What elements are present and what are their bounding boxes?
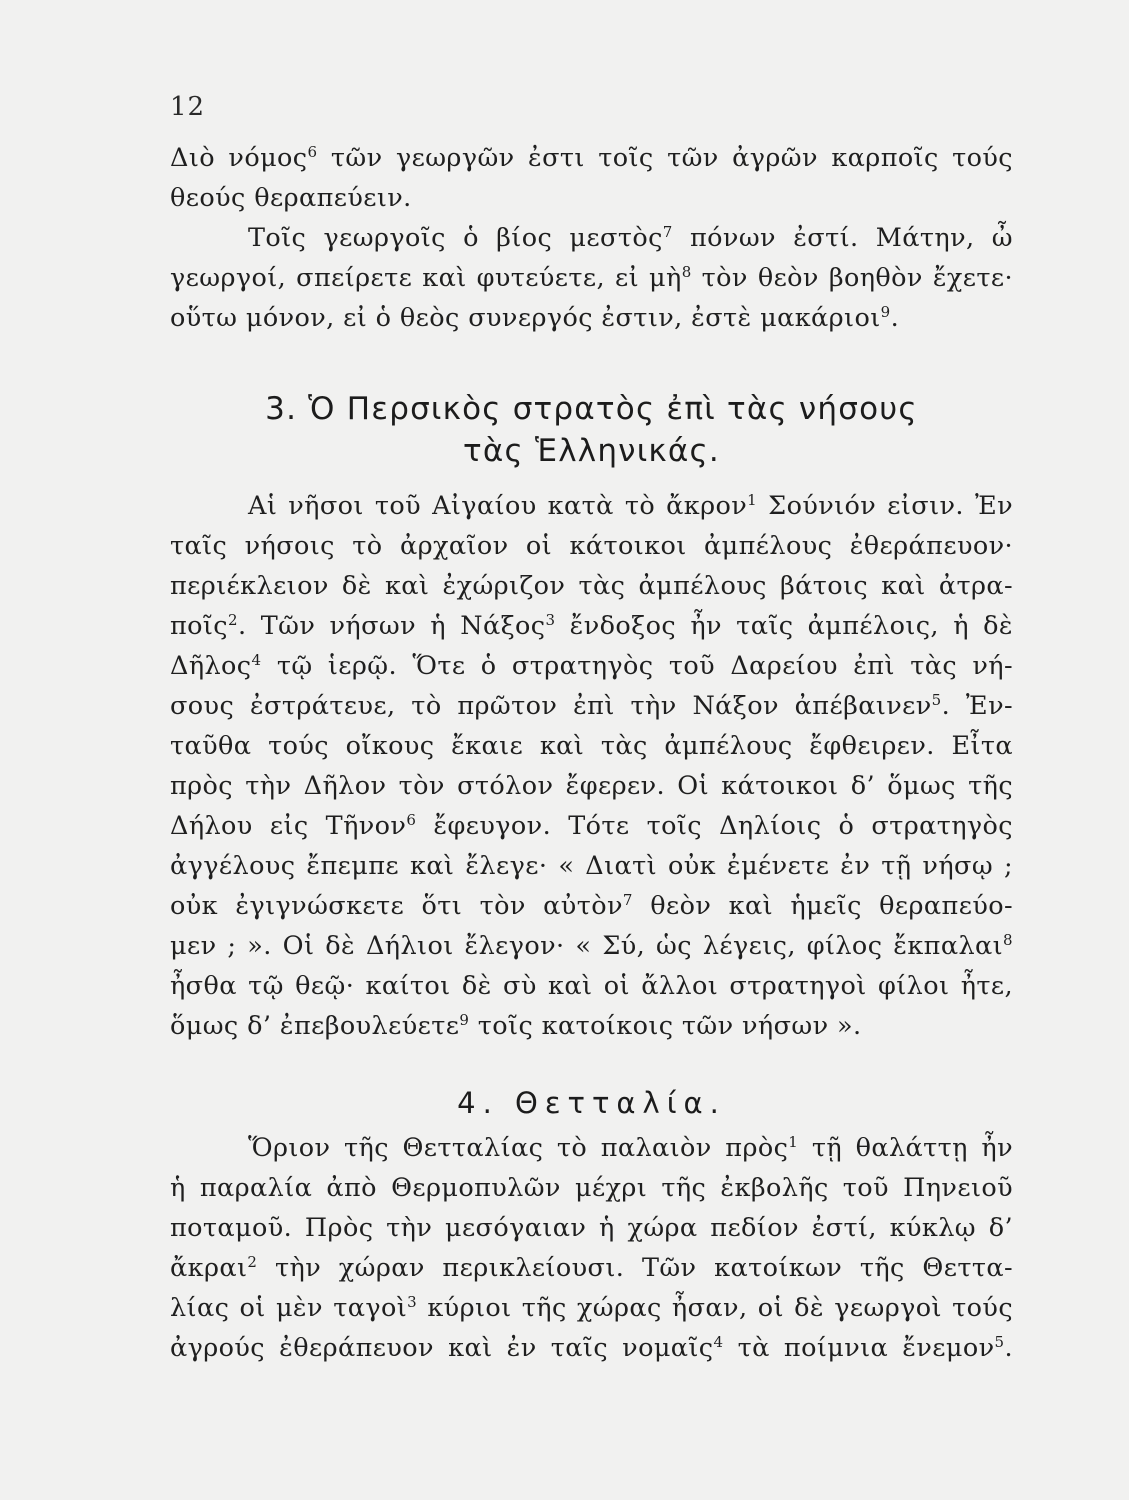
footnote-ref: 2 xyxy=(228,611,238,629)
footnote-ref: 7 xyxy=(662,223,673,241)
text-line: ἀγρούς ἐθεράπευον καὶ ἐν ταῖς νομαῖς$^4$ τὰ ποίμνια ἔνεμον$^5$. xyxy=(170,1333,1013,1363)
page-number: 12 xyxy=(170,92,206,122)
text-line: οὕτω μόνον, εἰ ὁ θεὸς συνεργός ἐστιν, ἐστὲ μακάριοι$^9$. xyxy=(170,303,900,333)
footnote-ref: 8 xyxy=(1003,931,1013,949)
text-line: περιέκλειον δὲ καὶ ἐχώριζον τὰς ἀμπέλους βάτοις καὶ ἀτρα- xyxy=(170,571,1013,601)
section-4-heading: 4. Θετταλία. xyxy=(457,1086,726,1120)
footnote-ref: 5 xyxy=(994,1333,1005,1351)
section-3-heading-line-2: τὰς Ἑλληνικάς. xyxy=(463,433,720,469)
section-1-text xyxy=(170,138,1013,338)
footnote-ref: 8 xyxy=(681,263,692,281)
text-line: ταῖς νήσοις τὸ ἀρχαῖον οἱ κάτοικοι ἀμπέλους ἐθεράπευον· xyxy=(170,531,1013,561)
section-4-text xyxy=(170,1128,1013,1368)
text-line: ἄκραι$^2$ τὴν χώραν περικλείουσι. Τῶν κατοίκων τῆς Θεττα- xyxy=(170,1253,1013,1283)
text-line: οὐκ ἐγιγνώσκετε ὅτι τὸν αὐτὸν$^7$ θεὸν καὶ ἡμεῖς θεραπεύο- xyxy=(170,891,1013,921)
footnote-ref: 6 xyxy=(307,143,318,161)
text-line: θεούς θεραπεύειν. xyxy=(170,183,412,213)
footnote-ref: 2 xyxy=(247,1253,258,1271)
text-line: ἀγγέλους ἔπεμπε καὶ ἔλεγε· « Διατὶ οὐκ ἐμένετε ἐν τῇ νήσῳ ; xyxy=(170,851,1013,881)
footnote-ref: 4 xyxy=(251,651,262,669)
footnote-ref: 5 xyxy=(931,691,942,709)
text-line: Δήλου εἰς Τῆνον$^6$ ἔφευγον. Τότε τοῖς Δηλίοις ὁ στρατηγὸς xyxy=(170,811,1013,841)
footnote-ref: 1 xyxy=(747,491,758,509)
footnote-ref: 1 xyxy=(788,1133,799,1151)
text-line: ἡ παραλία ἀπὸ Θερμοπυλῶν μέχρι τῆς ἐκβολῆς τοῦ Πηνειοῦ xyxy=(170,1173,1013,1203)
text-line: Ὅριον τῆς Θετταλίας τὸ παλαιὸν πρὸς$^1$ τῇ θαλάττῃ ἦν xyxy=(248,1133,1013,1163)
text-line: γεωργοί, σπείρετε καὶ φυτεύετε, εἰ μὴ$^8$ τὸν θεὸν βοηθὸν ἔχετε· xyxy=(170,263,1013,293)
text-line: μεν ; ». Οἱ δὲ Δήλιοι ἔλεγον· « Σύ, ὡς λέγεις, φίλος ἔκπαλαι$^8$ xyxy=(170,931,1013,961)
footnote-ref: 9 xyxy=(880,303,891,321)
text-line: ἦσθα τῷ θεῷ· καίτοι δὲ σὺ καὶ οἱ ἄλλοι στρατηγοὶ φίλοι ἦτε, xyxy=(170,971,1013,1001)
text-line: πρὸς τὴν Δῆλον τὸν στόλον ἔφερεν. Οἱ κάτοικοι δ’ ὅμως τῆς xyxy=(170,771,1013,801)
text-line: Τοῖς γεωργοῖς ὁ βίος μεστὸς$^7$ πόνων ἐστί. Μάτην, ὦ xyxy=(248,223,1013,253)
footnote-ref: 3 xyxy=(407,1293,418,1311)
section-3-heading xyxy=(170,388,1013,472)
footnote-ref: 7 xyxy=(622,891,633,909)
text-line: ταῦθα τούς οἴκους ἔκαιε καὶ τὰς ἀμπέλους ἔφθειρεν. Εἶτα xyxy=(170,731,1013,761)
text-line: Δῆλος$^4$ τῷ ἱερῷ. Ὅτε ὁ στρατηγὸς τοῦ Δαρείου ἐπὶ τὰς νή- xyxy=(170,651,1013,681)
text-line: ποταμοῦ. Πρὸς τὴν μεσόγαιαν ἡ χώρα πεδίον ἐστί, κύκλῳ δ’ xyxy=(170,1213,1013,1243)
text-line: Διὸ νόμος$^6$ τῶν γεωργῶν ἐστι τοῖς τῶν ἀγρῶν καρποῖς τούς xyxy=(170,143,1013,173)
text-line: ὅμως δ’ ἐπεβουλεύετε$^9$ τοῖς κατοίκοις τῶν νήσων ». xyxy=(170,1011,862,1041)
section-3-heading-line-1: 3. Ὁ Περσικὸς στρατὸς ἐπὶ τὰς νήσους xyxy=(265,391,918,427)
text-line: ποῖς$^2$. Τῶν νήσων ἡ Νάξος$^3$ ἔνδοξος ἦν ταῖς ἀμπέλοις, ἡ δὲ xyxy=(170,611,1014,641)
text-line: σους ἐστράτευε, τὸ πρῶτον ἐπὶ τὴν Νάξον ἀπέβαινεν$^5$. Ἐν- xyxy=(170,691,1013,721)
text-line: λίας οἱ μὲν ταγοὶ$^3$ κύριοι τῆς χώρας ἦσαν, οἱ δὲ γεωργοὶ τούς xyxy=(170,1293,1013,1323)
text-line: Αἱ νῆσοι τοῦ Αἰγαίου κατὰ τὸ ἄκρον$^1$ Σούνιόν εἰσιν. Ἐν xyxy=(248,491,1014,521)
footnote-ref: 4 xyxy=(713,1333,724,1351)
footnote-ref: 3 xyxy=(545,611,556,629)
footnote-ref: 9 xyxy=(459,1011,470,1029)
section-3-text xyxy=(170,486,1013,1046)
footnote-ref: 6 xyxy=(406,811,417,829)
